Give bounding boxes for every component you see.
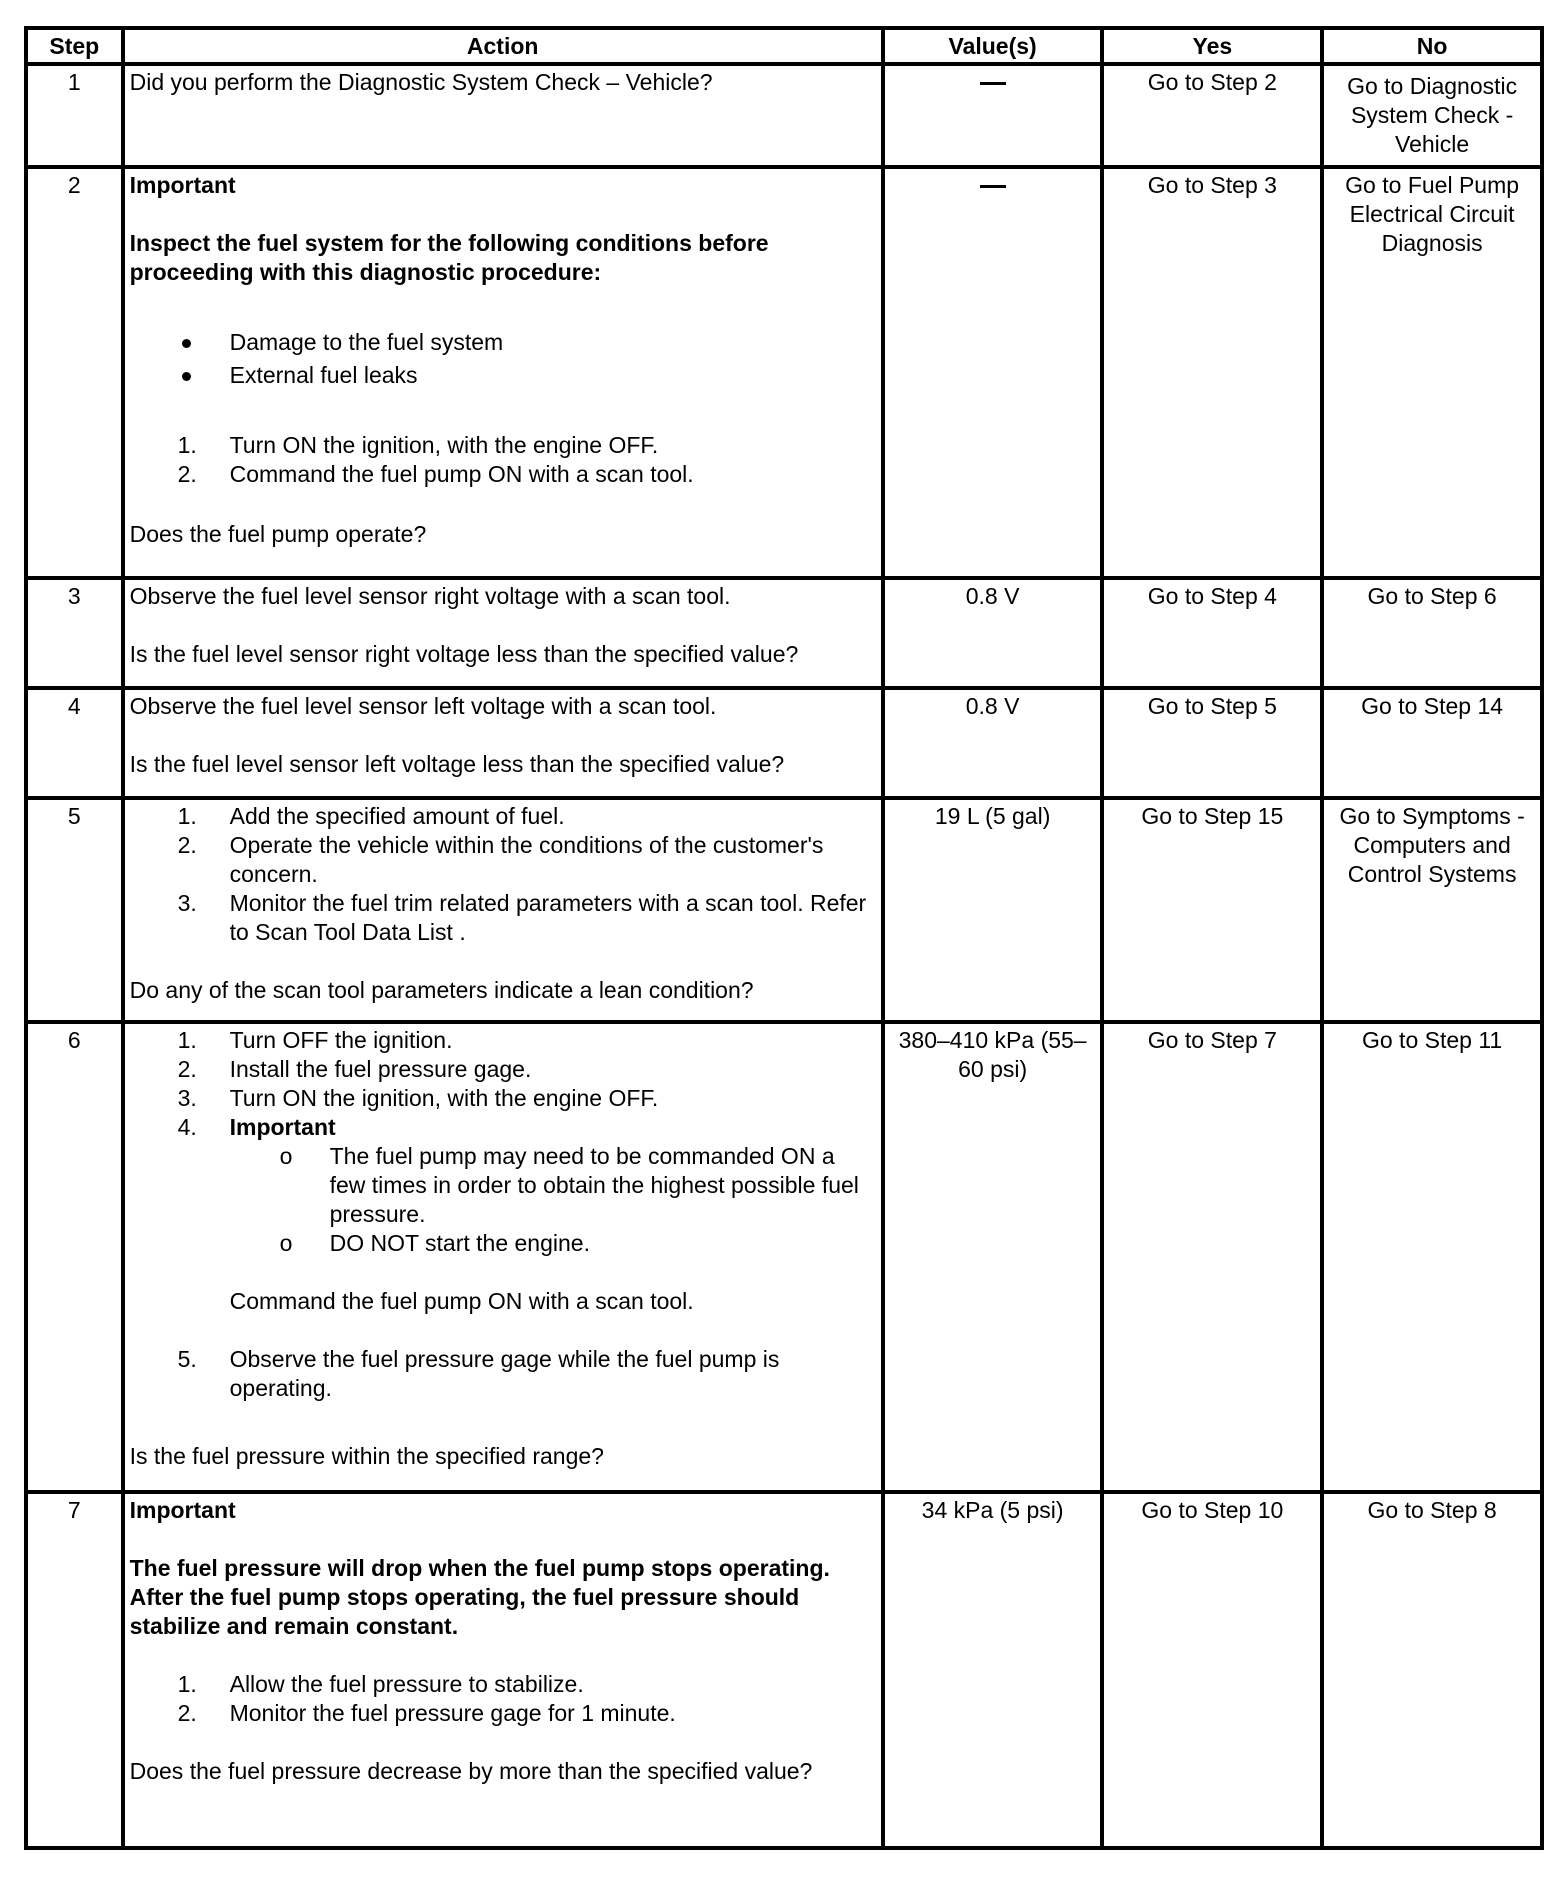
table-row [28,690,1540,796]
important-text: Inspect the fuel system for the following conditions before proceeding with this diagnostic procedure: [129,230,769,285]
yes-cell: Go to Step 7 [1104,1024,1320,1490]
no-cell: Go to Diagnostic System Check - Vehicle [1324,66,1540,165]
sub-text: DO NOT start the engine. [329,1230,590,1256]
sub-list-item: o The fuel pump may need to be commanded ON a few times in order to obtain the highest possible fuel pressure. [279,1143,859,1227]
list-item: 1. Turn OFF the ignition. [177,1027,453,1053]
list-item: 3. Monitor the fuel trim related parameters with a scan tool. Refer to Scan Tool Data List . [177,890,867,945]
yes-cell: Go to Step 5 [1104,690,1320,796]
sub-list-item: o DO NOT start the engine. [279,1230,590,1256]
list-item [130,361,876,390]
table-header-row [28,30,1540,62]
yes-cell: Go to Step 3 [1104,169,1320,576]
action-cell [125,580,881,686]
action-question: Does the fuel pump operate? [129,521,427,547]
list-item: 5. Observe the fuel pressure gage while the fuel pump is operating. [177,1346,780,1401]
list-item: 2. Command the fuel pump ON with a scan tool. [177,461,694,487]
list-item: 4. Important [177,1114,336,1140]
dash-mark [980,185,1006,188]
step-text: Command the fuel pump ON with a scan tool. [229,461,694,487]
yes-cell: Go to Step 2 [1104,66,1320,165]
table-row [28,1494,1540,1846]
no-cell: Go to Step 11 [1324,1024,1540,1490]
list-item: 1. Add the specified amount of fuel. [177,803,565,829]
action-question: Is the fuel level sensor left voltage less than the specified value? [129,751,785,777]
bullet-text: Damage to the fuel system [229,329,504,355]
important-label: Important [229,1114,336,1140]
table-row [28,580,1540,686]
no-cell: Go to Step 8 [1324,1494,1540,1846]
step-number: 1 [28,66,121,165]
no-cell: Go to Fuel Pump Electrical Circuit Diagnosis [1324,169,1540,576]
action-cell [125,66,881,165]
step-text: Operate the vehicle within the conditions of the customer's concern. [229,832,824,887]
step-number: 7 [28,1494,121,1846]
list-item [130,328,876,357]
header-yes: Yes [1104,30,1320,62]
step-text: Allow the fuel pressure to stabilize. [229,1671,584,1697]
bullet-icon [182,339,191,348]
header-step: Step [28,30,121,62]
command-text: Command the fuel pump ON with a scan tool. [229,1288,694,1314]
step-text: Turn OFF the ignition. [229,1027,453,1053]
action-cell [125,169,881,576]
value-cell: 0.8 V [885,690,1101,796]
action-question: Is the fuel pressure within the specified range? [129,1443,604,1469]
list-item: 2. Install the fuel pressure gage. [177,1056,532,1082]
list-item: 2. Operate the vehicle within the conditions of the customer's concern. [177,832,824,887]
step-number: 5 [28,800,121,1020]
action-observe: Observe the fuel level sensor right voltage with a scan tool. [129,583,731,609]
step-text: Add the specified amount of fuel. [229,803,565,829]
table-row [28,1024,1540,1490]
action-cell [125,690,881,796]
important-label: Important [129,1497,236,1523]
dash-mark [980,82,1006,85]
list-item: 1. Turn ON the ignition, with the engine OFF. [177,432,659,458]
important-label: Important [129,172,236,198]
table-row [28,169,1540,576]
bullet-text: External fuel leaks [229,362,418,388]
no-cell: Go to Symptoms - Computers and Control Systems [1324,800,1540,1020]
yes-cell: Go to Step 10 [1104,1494,1320,1846]
value-cell: 34 kPa (5 psi) [885,1494,1101,1846]
header-no: No [1324,30,1540,62]
action-question: Is the fuel level sensor right voltage less than the specified value? [129,641,799,667]
important-text: The fuel pressure will drop when the fuel pump stops operating. After the fuel pump stops operating, the fuel pressure should stabilize and remain constant. [129,1555,830,1639]
step-text: Monitor the fuel trim related parameters with a scan tool. Refer to Scan Tool Data List . [229,890,867,945]
step-number: 3 [28,580,121,686]
action-cell [125,800,881,1020]
no-cell: Go to Step 14 [1324,690,1540,796]
step-text: Turn ON the ignition, with the engine OFF. [229,1085,659,1111]
yes-cell: Go to Step 4 [1104,580,1320,686]
action-question: Do any of the scan tool parameters indicate a lean condition? [129,977,754,1003]
header-action: Action [125,30,881,62]
step-text: Observe the fuel pressure gage while the fuel pump is operating. [229,1346,780,1401]
step-number: 6 [28,1024,121,1490]
step-text: Install the fuel pressure gage. [229,1056,532,1082]
sub-text: The fuel pump may need to be commanded ON a few times in order to obtain the highest possible fuel pressure. [329,1143,859,1227]
value-cell: 0.8 V [885,580,1101,686]
value-cell [885,66,1101,165]
list-item: 2. Monitor the fuel pressure gage for 1 minute. [177,1700,676,1726]
action-cell [125,1494,881,1846]
value-cell [885,169,1101,576]
bullet-icon [182,372,191,381]
yes-cell: Go to Step 15 [1104,800,1320,1020]
diagnostic-table [24,26,1544,1850]
no-cell: Go to Step 6 [1324,580,1540,686]
value-cell: 19 L (5 gal) [885,800,1101,1020]
list-item: 3. Turn ON the ignition, with the engine OFF. [177,1085,659,1111]
step-text: Turn ON the ignition, with the engine OFF. [229,432,659,458]
action-observe: Observe the fuel level sensor left voltage with a scan tool. [129,693,717,719]
table-row [28,66,1540,165]
action-cell [125,1024,881,1490]
step-number: 4 [28,690,121,796]
list-item: 1. Allow the fuel pressure to stabilize. [177,1671,584,1697]
table-row [28,800,1540,1020]
step-text: Monitor the fuel pressure gage for 1 minute. [229,1700,676,1726]
value-cell: 380–410 kPa (55–60 psi) [885,1024,1101,1490]
action-question: Does the fuel pressure decrease by more than the specified value? [129,1758,813,1784]
action-question: Did you perform the Diagnostic System Check – Vehicle? [129,69,713,95]
header-values: Value(s) [885,30,1101,62]
step-number: 2 [28,169,121,576]
